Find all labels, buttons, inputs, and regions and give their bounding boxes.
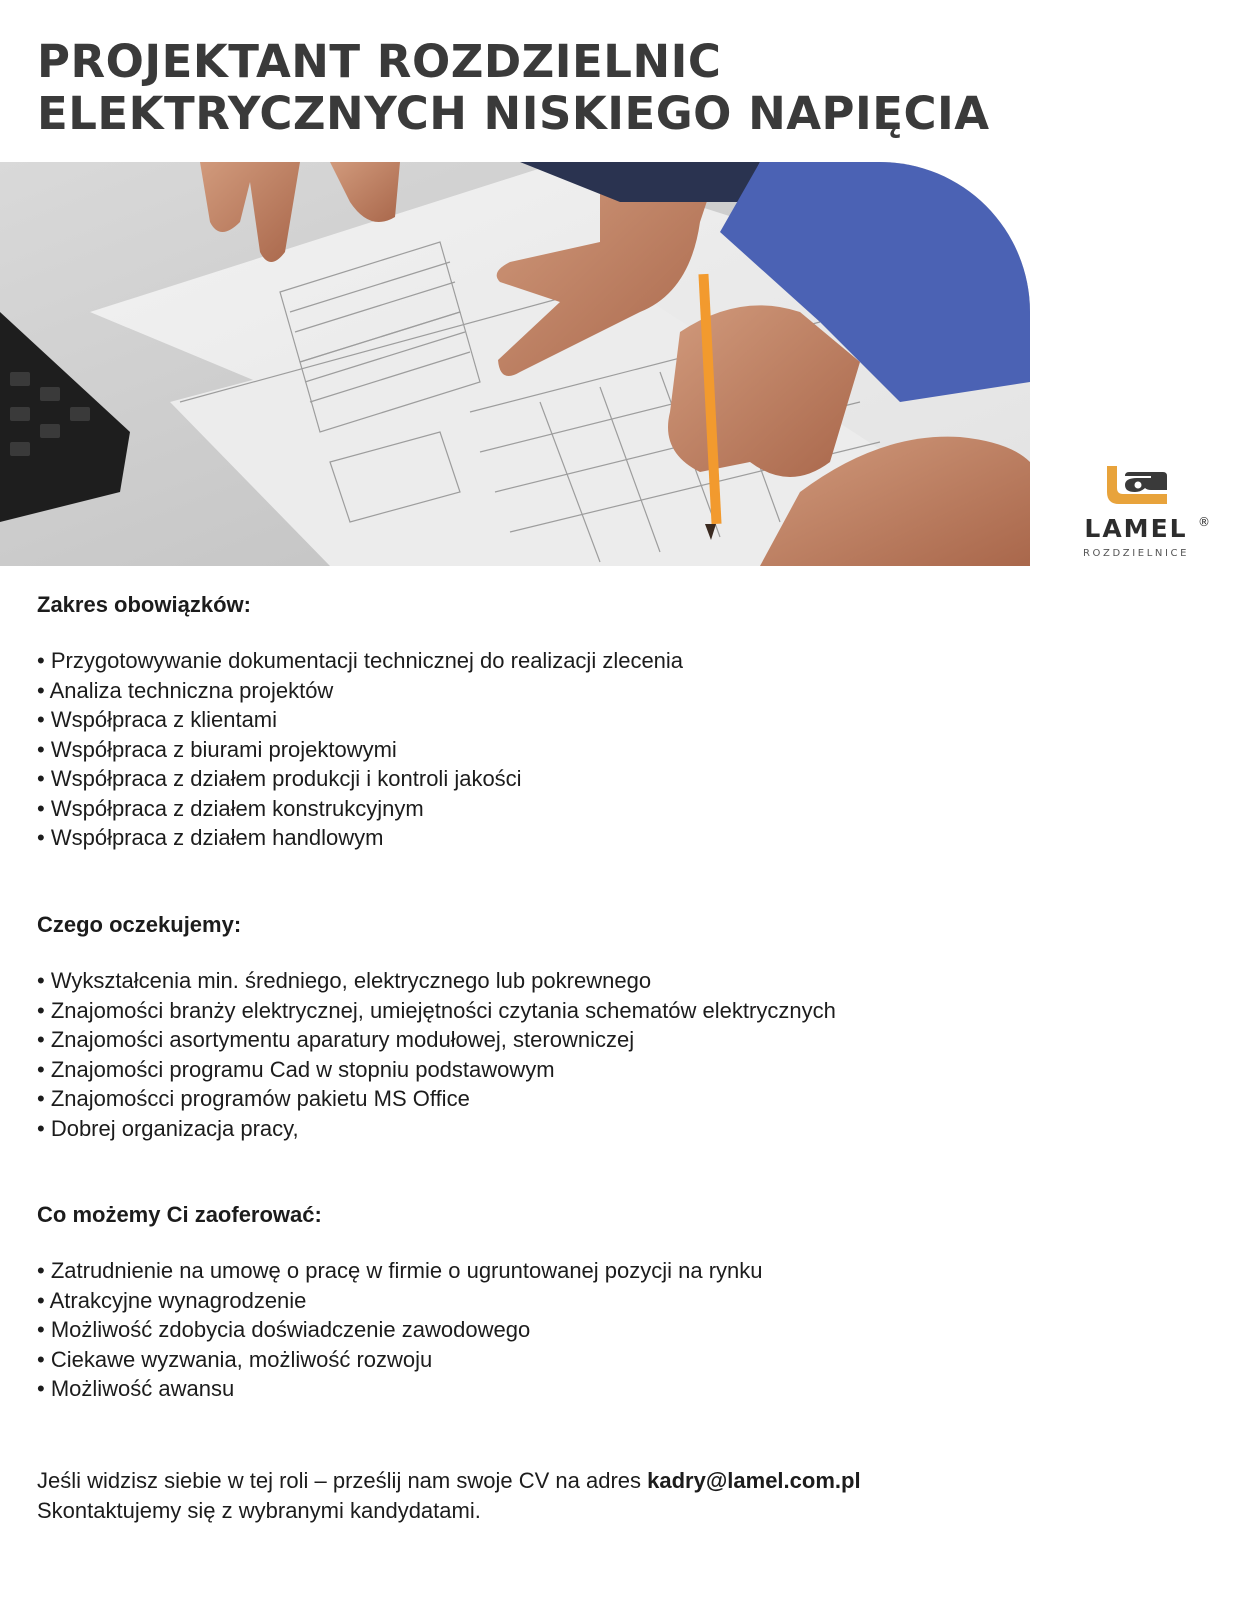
offer-list [37, 1256, 1197, 1404]
list-item: • Wykształcenia min. średniego, elektrycznego lub pokrewnego [37, 966, 1197, 996]
list-item: • Znajomości branży elektrycznej, umiejętności czytania schematów elektrycznych [37, 996, 1197, 1026]
list-item: • Przygotowywanie dokumentacji technicznej do realizacji zlecenia [37, 646, 1197, 676]
contact-line-1 [37, 1466, 861, 1496]
lamel-logo-name: LAMEL [1084, 514, 1188, 543]
list-item: • Współpraca z klientami [37, 705, 1197, 735]
list-item: • Możliwość zdobycia doświadczenie zawodowego [37, 1315, 1197, 1345]
job-title [37, 36, 990, 140]
list-item: • Znajomoścci programów pakietu MS Office [37, 1084, 1197, 1114]
list-item: • Współpraca z działem produkcji i kontroli jakości [37, 764, 1197, 794]
job-title-line-2: ELEKTRYCZNYCH NISKIEGO NAPIĘCIA [37, 87, 990, 140]
contact-line-2: Skontaktujemy się z wybranymi kandydatami. [37, 1497, 481, 1523]
list-item: • Znajomości asortymentu aparatury modułowej, sterowniczej [37, 1025, 1197, 1055]
contact-text: Jeśli widzisz siebie w tej roli – prześlij nam swoje CV na adres [37, 1468, 648, 1493]
section-heading: Zakres obowiązków: [37, 592, 251, 617]
list-item: • Ciekawe wyzwania, możliwość rozwoju [37, 1345, 1197, 1375]
list-item: • Współpraca z biurami projektowymi [37, 735, 1197, 765]
hero-photo [0, 162, 1030, 566]
section-heading: Czego oczekujemy: [37, 912, 242, 937]
list-item: • Możliwość awansu [37, 1374, 1197, 1404]
list-item: • Analiza techniczna projektów [37, 676, 1197, 706]
section-heading: Co możemy Ci zaoferować: [37, 1202, 322, 1227]
responsibilities-list [37, 646, 1197, 853]
list-item: • Zatrudnienie na umowę o pracę w firmie o ugruntowanej pozycji na rynku [37, 1256, 1197, 1286]
section-responsibilities [37, 592, 1197, 853]
list-item: • Współpraca z działem handlowym [37, 823, 1197, 853]
blueprint-photo-illustration [0, 162, 1030, 566]
email-address[interactable]: kadry@lamel.com.pl [647, 1468, 861, 1493]
lamel-logo-mark-icon [1107, 466, 1167, 504]
section-requirements [37, 912, 1197, 1143]
list-item: • Znajomości programu Cad w stopniu podstawowym [37, 1055, 1197, 1085]
contact-info [37, 1466, 861, 1525]
list-item: • Dobrej organizacja pracy, [37, 1114, 1197, 1144]
list-item: • Atrakcyjne wynagrodzenie [37, 1286, 1197, 1316]
lamel-logo-subtitle: ROZDZIELNICE [1083, 548, 1189, 559]
section-offer [37, 1202, 1197, 1404]
list-item: • Współpraca z działem konstrukcyjnym [37, 794, 1197, 824]
job-title-line-1: PROJEKTANT ROZDZIELNIC [37, 35, 722, 88]
registered-mark: ® [1198, 515, 1210, 529]
requirements-list [37, 966, 1197, 1143]
lamel-logo [1062, 466, 1212, 566]
